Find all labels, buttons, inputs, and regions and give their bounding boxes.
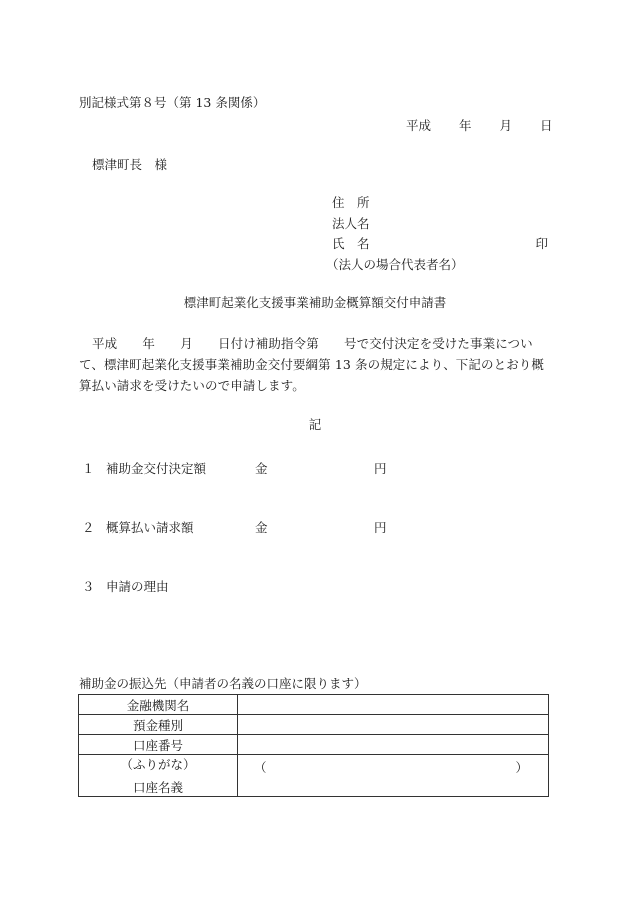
furigana-paren-close: ）	[515, 760, 528, 775]
applicant-address-label: 住 所	[332, 195, 370, 210]
item-number: ３	[82, 579, 95, 594]
yen-label: 円	[374, 520, 387, 535]
applicant-corp-name-label: 法人名	[332, 215, 370, 231]
bank-transfer-table	[78, 694, 549, 797]
account-name-label-cell	[79, 755, 238, 797]
date-year: 年	[459, 118, 472, 133]
item-advance-payment-amount	[82, 518, 402, 535]
yen-label: 円	[374, 461, 387, 476]
deposit-type-field[interactable]	[238, 715, 549, 735]
table-row	[79, 695, 549, 715]
deposit-type-label: 預金種別	[79, 715, 238, 735]
table-row	[79, 755, 549, 797]
date-month: 月	[499, 118, 513, 133]
kin-label: 金	[255, 520, 268, 535]
representative-note: （法人の場合代表者名）	[326, 257, 464, 272]
bank-transfer-caption: 補助金の振込先（申請者の名義の口座に限ります）	[79, 676, 367, 691]
table-row	[79, 735, 549, 755]
item-number: ２	[82, 520, 95, 535]
account-number-label: 口座番号	[79, 735, 238, 755]
item-number: １	[82, 461, 95, 476]
institution-label: 金融機関名	[79, 695, 238, 715]
furigana-label: （ふりがな）	[120, 757, 196, 772]
date-line	[406, 120, 553, 133]
item-label: 補助金交付決定額	[106, 461, 207, 476]
ki-heading: 記	[308, 417, 322, 432]
account-number-field[interactable]	[238, 735, 549, 755]
seal-mark: 印	[535, 236, 548, 251]
item-label: 申請の理由	[106, 579, 169, 594]
table-row	[79, 715, 549, 735]
form-label: 別記様式第８号（第 13 条関係）	[79, 95, 266, 110]
addressee: 標津町長 様	[92, 157, 168, 172]
body-paragraph: 平成 年 月 日付け補助指令第 号で交付決定を受けた事業について、標津町起業化支援事業補助金交付要綱第 13 条の規定により、下記のとおり概算払い請求を受けたいので申請します。	[79, 336, 545, 393]
date-day: 日	[540, 118, 553, 133]
applicant-name-label: 氏 名 印	[332, 236, 548, 251]
applicant-block	[332, 197, 548, 259]
item-grant-decision-amount	[82, 459, 402, 476]
institution-field[interactable]	[238, 695, 549, 715]
account-name-label: 口座名義	[132, 780, 183, 795]
account-name-field[interactable]	[238, 755, 549, 797]
item-label: 概算払い請求額	[106, 520, 194, 535]
furigana-paren-open: （	[254, 760, 267, 775]
item-application-reason	[82, 577, 402, 594]
date-era: 平成	[406, 118, 432, 133]
kin-label: 金	[255, 461, 268, 476]
document-title: 標津町起業化支援事業補助金概算額交付申請書	[183, 295, 447, 310]
